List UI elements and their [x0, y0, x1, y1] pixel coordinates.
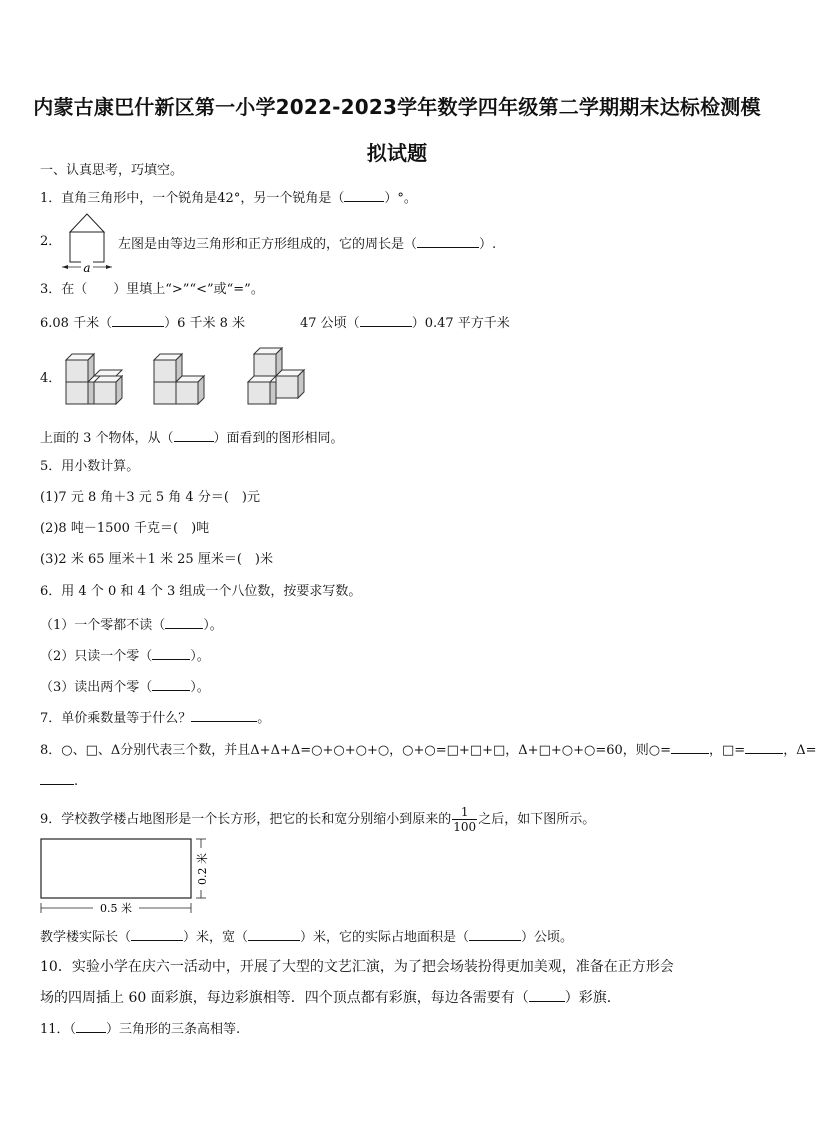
question-11: [40, 1018, 240, 1039]
q4-number: 4．: [40, 371, 62, 386]
q1-blank[interactable]: [344, 187, 384, 202]
q6-p2-end: ）。: [190, 649, 210, 664]
q1-end: ）°。: [384, 191, 417, 206]
q6-text: 6．用 4 个 0 和 4 个 3 组成一个八位数，按要求写数。: [40, 584, 362, 599]
q4-cubes-figure: [60, 346, 320, 412]
q8-blank-square[interactable]: [745, 739, 783, 754]
arrow-left-icon: [62, 265, 68, 269]
triangle-shape: [70, 214, 104, 232]
q11-start: 11．（: [40, 1022, 77, 1037]
q9-blank-width[interactable]: [248, 926, 300, 941]
q10-line-1: 10．实验小学在庆六一活动中，开展了大型的文艺汇演，为了把会场装扮得更加美观，准备在正方形会: [40, 959, 674, 975]
question-9: [40, 805, 595, 834]
q9-blank-length[interactable]: [131, 926, 183, 941]
fraction-denominator: 100: [453, 820, 477, 834]
cube-object-2: [154, 354, 204, 404]
q4-caption: [40, 427, 344, 448]
q3-row-a-start: 6.08 千米（: [40, 316, 113, 331]
q3-blank-a[interactable]: [112, 312, 164, 327]
q2-blank[interactable]: [417, 233, 479, 248]
q10-end: ）彩旗.: [564, 990, 612, 1006]
q10-blank[interactable]: [529, 987, 565, 1002]
q9-answer: [40, 926, 573, 947]
q2-text: 左图是由等边三角形和正方形组成的，它的周长是（: [118, 237, 418, 252]
q6-p1-text: （1）一个零都不读（: [40, 618, 166, 633]
fraction-numerator: 1: [460, 805, 469, 819]
q8-blank-circle[interactable]: [671, 739, 709, 754]
q5-text: 5．用小数计算。: [40, 459, 140, 474]
square-shape: [70, 232, 104, 262]
q10-line-2: [40, 987, 611, 1007]
question-8: [40, 739, 816, 760]
q10-line-2-text: 场的四周插上 60 面彩旗，每边彩旗相等．四个顶点都有彩旗，每边各需要有（: [40, 990, 529, 1006]
q9-answer-start: 教学楼实际长（: [40, 930, 132, 945]
q6-p3-text: （3）读出两个零（: [40, 680, 153, 695]
q6-p2-text: （2）只读一个零（: [40, 649, 153, 664]
q3-row-a: [40, 312, 245, 333]
q9-blank-area[interactable]: [469, 926, 521, 941]
q6-blank-1[interactable]: [165, 614, 203, 629]
q6-blank-3[interactable]: [152, 676, 190, 691]
q6-blank-2[interactable]: [152, 645, 190, 660]
q7-end: 。: [257, 711, 271, 726]
q7-blank[interactable]: [191, 707, 257, 722]
q6-p1-end: ）。: [203, 618, 223, 633]
q4-caption-start: 上面的 3 个物体，从（: [40, 431, 174, 446]
q9-answer-mid-1: ）米，宽（: [183, 930, 249, 945]
question-7: [40, 707, 270, 728]
q8-mid-2: ，Δ=: [783, 743, 816, 758]
q6-part-1: [40, 614, 223, 635]
q4-blank[interactable]: [174, 427, 214, 442]
cube-object-3: [248, 348, 304, 404]
cube-object-1: [66, 354, 122, 404]
q9-text: 9．学校教学楼占地图形是一个长方形，把它的长和宽分别缩小到原来的: [40, 812, 452, 827]
q3-row-a-end: ）6 千米 8 米: [164, 316, 246, 331]
q8-line-2: [40, 770, 78, 791]
q9-text-end: 之后，如下图所示。: [478, 812, 596, 827]
arrow-right-icon: [106, 265, 112, 269]
q1-text: 1．直角三角形中，一个锐角是42°，另一个锐角是（: [40, 191, 345, 206]
q11-blank[interactable]: [76, 1018, 106, 1033]
building-rectangle: [41, 839, 191, 898]
q3-text: 3．在（ ）里填上“>”“<”或“=”。: [40, 282, 264, 297]
q9-answer-end: ）公顷。: [521, 930, 574, 945]
q11-end: ）三角形的三条高相等.: [106, 1022, 241, 1037]
q9-fraction: [452, 805, 477, 834]
q8-blank-triangle[interactable]: [40, 770, 74, 785]
q5-part-2: (2)8 吨－1500 千克＝( )吨: [40, 521, 210, 536]
q2-fig-label: a: [83, 261, 91, 275]
page-title: 内蒙古康巴什新区第一小学2022-2023学年数学四年级第二学期期末达标检测模拟试题: [33, 95, 761, 165]
height-label: 0.2 米: [196, 853, 209, 885]
q7-text: 7．单价乘数量等于什么？: [40, 711, 192, 726]
question-1: [40, 187, 417, 208]
q3-row-b-end: ）0.47 平方千米: [411, 316, 510, 331]
q3-row-b: [300, 312, 510, 333]
section-heading: 一、认真思考，巧填空。: [40, 163, 184, 178]
q5-part-1: (1)7 元 8 角＋3 元 5 角 4 分＝( )元: [40, 490, 260, 505]
q6-part-3: [40, 676, 210, 697]
q2-end: ）.: [479, 237, 497, 252]
q9-rectangle-figure: [38, 836, 218, 918]
question-2: [118, 233, 496, 254]
q2-number: 2．: [40, 234, 62, 249]
q6-part-2: [40, 645, 210, 666]
q8-end: .: [74, 774, 79, 789]
q9-answer-mid-2: ）米，它的实际占地面积是（: [300, 930, 470, 945]
q2-figure: [60, 212, 116, 274]
q6-p3-end: ）。: [190, 680, 210, 695]
q5-part-3: (3)2 米 65 厘米＋1 米 25 厘米＝( )米: [40, 552, 273, 567]
q8-text: 8．○、□、Δ分别代表三个数，并且Δ+Δ+Δ=○+○+○+○，○+○=□+□+□，Δ+□+○+○=60，则○=: [40, 743, 671, 758]
width-label: 0.5 米: [100, 902, 132, 915]
q8-mid-1: ，□=: [709, 743, 746, 758]
q3-blank-b[interactable]: [360, 312, 412, 327]
q4-caption-end: ）面看到的图形相同。: [213, 431, 344, 446]
q3-row-b-start: 47 公顷（: [300, 316, 360, 331]
